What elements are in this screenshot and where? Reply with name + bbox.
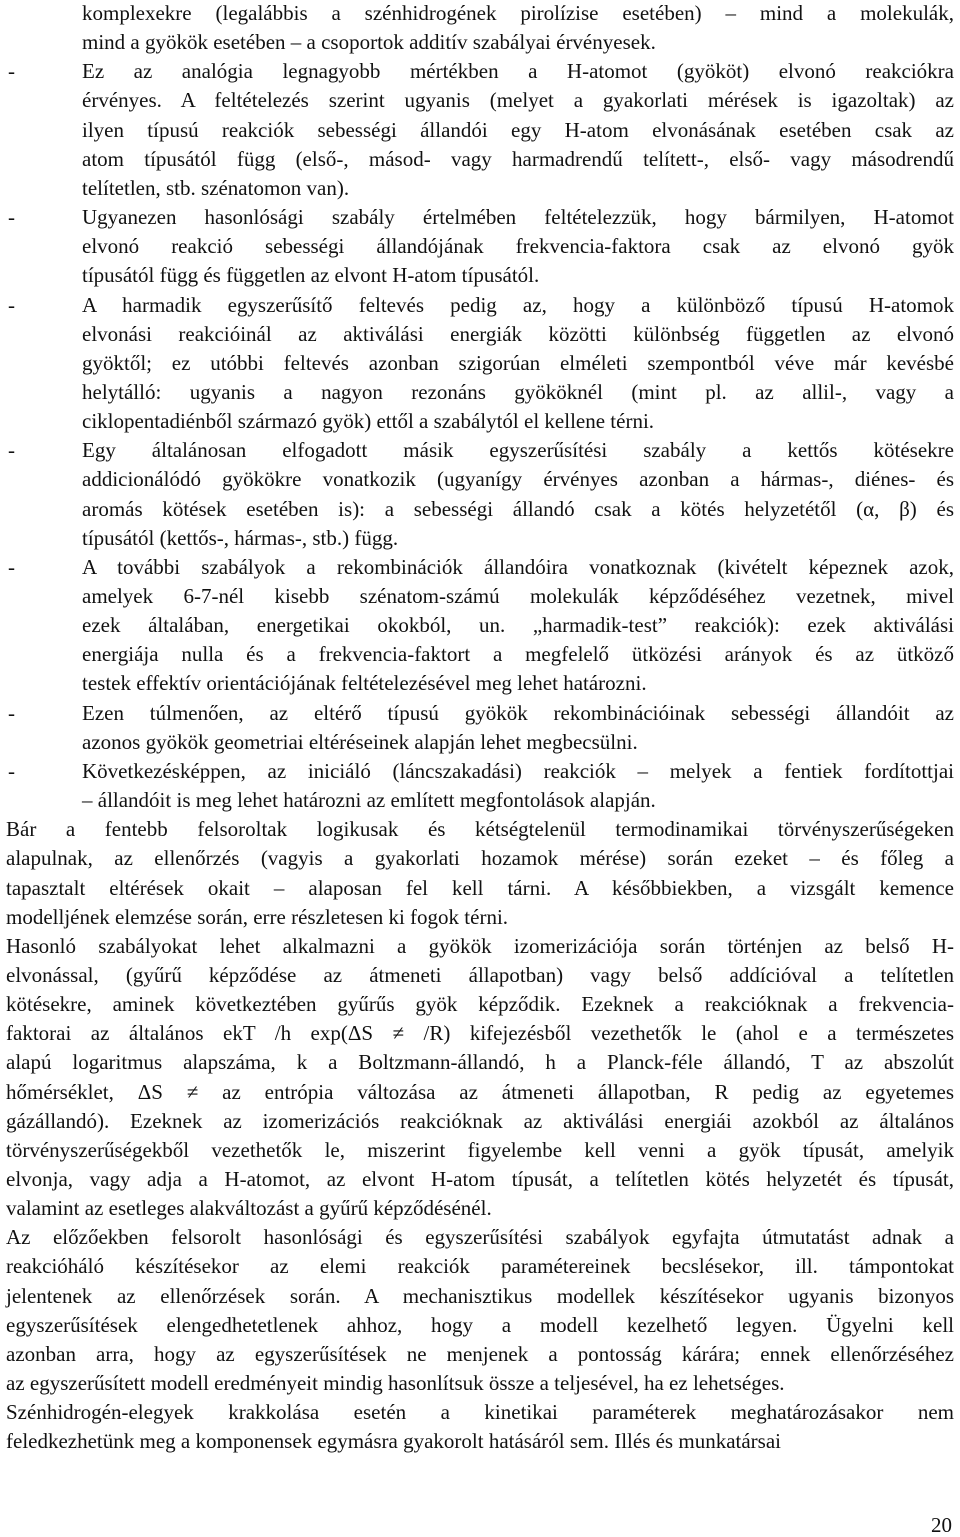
page-number: 20	[931, 1513, 952, 1537]
text-line: Ez az analógia legnagyobb mértékben a H-atomot (gyököt) elvonó reakciókra	[82, 59, 954, 84]
text-line: ilyen típusú reakciók sebességi állandói egy H-atom elvonásának esetében csak az	[82, 117, 954, 142]
text-line: amelyek 6-7-nél kisebb szénatom-számú molekulák képződéséhez vezetnek, mivel	[82, 584, 954, 608]
text-line: ezek általában, energetikai okokból, un. „harmadik-test” reakciók): ezek aktiválási	[82, 613, 954, 638]
text-line: elvonással, (gyűrű képződése az átmeneti állapotban) vagy belső addícióval a telítetlen	[6, 962, 954, 987]
text-line: kötésekre, aminek következtében gyűrűs gyök képződik. Ezeknek a reakcióknak a frekvencia-	[6, 992, 954, 1017]
text-line: telítetlen, stb. szénatomon van).	[82, 175, 350, 200]
text-line: egyszerűsítések elengedhetetlenek ahhoz, hogy a modell kezelhető legyen. Ügyelni kell	[6, 1312, 954, 1337]
bullet-dash: -	[8, 292, 15, 317]
text-line: törvényszerűségekből vezethetők le, miszerint figyelembe kell venni a gyök típusát, amelyik	[6, 1137, 954, 1162]
text-line: az egyszerűsített modell eredményeit mindig hasonlítsuk össze a teljesével, ha ez lehetséges.	[6, 1371, 785, 1396]
text-line: faktorai az általános ekT /h exp(ΔS ≠ /R) kifejezésből vezethetők le (ahol e a természetes	[6, 1021, 954, 1046]
text-line: tapasztalt eltérések okait – alaposan fel kell tárni. A későbbiekben, a vizsgált kemence	[6, 875, 954, 900]
text-line: alapulnak, az ellenőrzés (vagyis a gyakorlati hozamok mérése) során ezeket – és főleg a	[6, 846, 954, 871]
text-line: valamint az esetleges alakváltozást a gyűrű képződésénél.	[6, 1196, 492, 1221]
text-line: típusától függ és független az elvont H-atom típusától.	[82, 263, 540, 288]
text-line: Az előzőekben felsorolt hasonlósági és egyszerűsítési szabályok egyfajta útmutatást adnak a	[6, 1225, 954, 1250]
text-line: energiája nulla és a frekvencia-faktort a megfelelő ütközési arányok és az ütköző	[82, 642, 954, 667]
text-line: Bár a fentebb felsoroltak logikusak és kétségtelenül termodinamikai törvényszerűségeken	[6, 817, 954, 842]
text-line: reakcióháló készítésekor az elemi reakciók paramétereinek becslésekor, ill. támpontokat	[6, 1254, 954, 1279]
text-line: Ezen túlmenően, az eltérő típusú gyökök rekombinációinak sebességi állandóit az	[82, 700, 954, 725]
text-line: modelljének elemzése során, erre részletesen ki fogok térni.	[6, 904, 509, 929]
text-line: elvonási reakcióinál az aktiválási energiák közötti különbség független az elvonó	[82, 321, 954, 346]
text-line: – állandóit is meg lehet határozni az említett megfontolások alapján.	[82, 788, 656, 813]
text-line: alapú logaritmus alapszáma, k a Boltzmann-állandó, h a Planck-féle állandó, T az abszolút	[6, 1050, 954, 1075]
bullet-dash: -	[8, 700, 15, 725]
text-line: ciklopentadiénből származó gyök) ettől a szabálytól el kellene térni.	[82, 409, 655, 434]
text-line: helytálló: ugyanis a nagyon rezonáns gyököknél (mint pl. az allil-, vagy a	[82, 379, 954, 404]
text-line: gyöktől; ez utóbbi feltevés azonban szigorúan elméleti szempontból véve már kevésbé	[82, 350, 954, 375]
text-line: Hasonló szabályokat lehet alkalmazni a gyökök izomerizációja során történjen az belső H-	[6, 933, 954, 958]
text-line: testek effektív orientációjának feltételezésével meg lehet határozni.	[82, 671, 647, 696]
text-line: Szénhidrogén-elegyek krakkolása esetén a kinetikai paraméterek meghatározásakor nem	[6, 1400, 954, 1425]
text-line: Egy általánosan elfogadott másik egyszerűsítési szabály a kettős kötésekre	[82, 438, 954, 463]
bullet-dash: -	[8, 554, 15, 579]
text-line: érvényes. A feltételezés szerint ugyanis (melyet a gyakorlati mérések is igazoltak) az	[82, 88, 954, 113]
text-line: addicionálódó gyökökre vonatkozik (ugyanígy érvényes azonban a hármas-, diénes- és	[82, 467, 954, 492]
bullet-dash: -	[8, 438, 15, 463]
text-line: jelentenek az ellenőrzések során. A mechanisztikus modellek készítésekor ugyanis bizonyos	[6, 1283, 954, 1308]
bullet-dash: -	[8, 758, 15, 783]
text-line: Következésképpen, az iniciáló (láncszakadási) reakciók – melyek a fentiek fordítottjai	[82, 758, 954, 783]
text-line: hőmérséklet, ΔS ≠ az entrópia változása az átmeneti állapotban, R pedig az egyetemes	[6, 1079, 954, 1104]
bullet-dash: -	[8, 59, 15, 84]
text-line: azonban arra, hogy az egyszerűsítések ne menjenek a pontosság kárára; ennek ellenőrzéséhez	[6, 1341, 954, 1366]
text-line: feledkezhetünk meg a komponensek egymásra gyakorolt hatásáról sem. Illés és munkatársai	[6, 1429, 781, 1454]
text-line: Ugyanezen hasonlósági szabály értelmében feltételezzük, hogy bármilyen, H-atomot	[82, 205, 954, 230]
text-line: gázállandó). Ezeknek az izomerizációs reakcióknak az aktiválási energiái azokból az általános	[6, 1108, 954, 1133]
text-line: elvonó reakció sebességi állandójának frekvencia-faktora csak az elvonó gyök	[82, 234, 954, 259]
text-line: aromás kötések esetében is): a sebességi állandó csak a kötés helyzetétől (α, β) és	[82, 496, 954, 521]
text-line: mind a gyökök esetében – a csoportok additív szabályai érvényesek.	[82, 30, 656, 55]
text-line: elvonja, vagy adja a H-atomot, az elvont H-atom típusát, a telítetlen kötés helyzetét és típusát,	[6, 1167, 954, 1191]
bullet-dash: -	[8, 205, 15, 230]
text-line: atom típusától függ (első-, másod- vagy harmadrendű telített-, első- vagy másodrendű	[82, 146, 954, 171]
text-line: A további szabályok a rekombinációk állandóira vonatkoznak (kivételt képeznek azok,	[82, 554, 954, 579]
text-line: A harmadik egyszerűsítő feltevés pedig az, hogy a különböző típusú H-atomok	[82, 292, 954, 317]
text-line: azonos gyökök geometriai eltéréseinek alapján lehet megbecsülni.	[82, 729, 638, 754]
text-line: komplexekre (legalábbis a szénhidrogének pirolízise esetében) – mind a molekulák,	[82, 1, 954, 25]
text-line: típusától (kettős-, hármas-, stb.) függ.	[82, 525, 399, 550]
